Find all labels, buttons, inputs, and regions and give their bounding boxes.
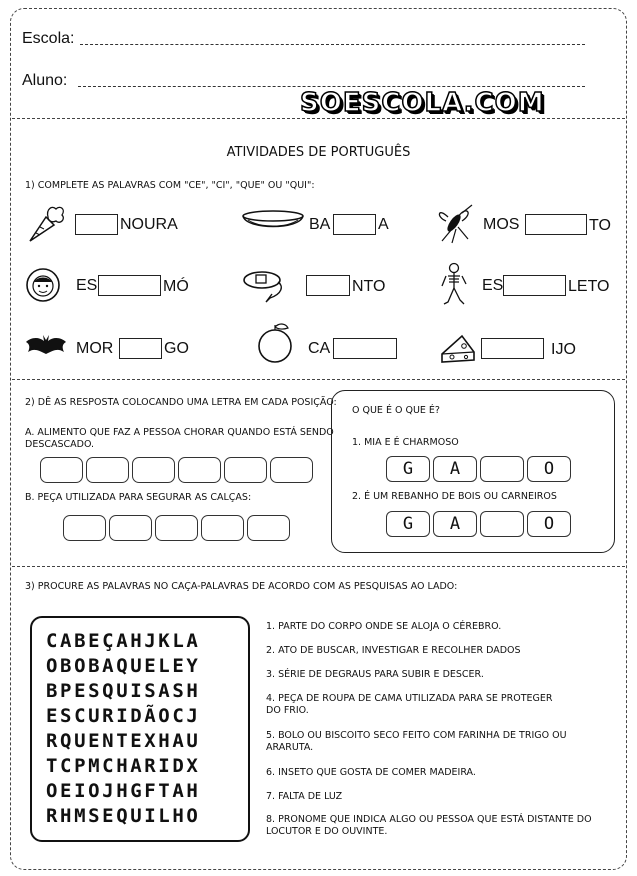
clue-3: 3. SÉRIE DE DEGRAUS PARA SUBIR E DESCER. [266, 669, 484, 680]
clue-7: 7. FALTA DE LUZ [266, 791, 343, 802]
riddle-1: 1. MIA E É CHARMOSO [352, 437, 459, 448]
letter-box-b1[interactable] [63, 515, 106, 541]
school-label: Escola: [22, 30, 75, 47]
question-b: B. PEÇA UTILIZADA PARA SEGURAR AS CALÇAS: [25, 492, 252, 503]
word-after: IJO [551, 341, 576, 358]
word-before: MOR [76, 340, 114, 357]
clue-2: 2. ATO DE BUSCAR, INVESTIGAR E RECOLHER DADOS [266, 645, 521, 656]
page-title: ATIVIDADES DE PORTUGUÊS [226, 145, 411, 160]
grid-row: TCPMCHARIDX [46, 755, 201, 777]
letter-box-b5[interactable] [247, 515, 290, 541]
grid-row: BPESQUISASH [46, 680, 201, 702]
section1-instruction: 1) COMPLETE AS PALAVRAS COM "CE", "CI", "QUE" OU "QUI": [25, 180, 315, 191]
clue-5: 5. BOLO OU BISCOITO SECO FEITO COM FARINHA DE TRIGO OU ARARUTA. [266, 730, 567, 753]
grid-row: RHMSEQUILHO [46, 805, 201, 827]
riddle1-letter-2[interactable]: A [433, 456, 477, 482]
blank-8[interactable] [333, 338, 397, 359]
header-divider [12, 118, 625, 119]
word-after: A [378, 216, 389, 233]
riddle1-letter-3[interactable] [480, 456, 524, 482]
word-before: ES [482, 277, 504, 294]
riddle2-letter-3[interactable] [480, 511, 524, 537]
letter-box-a5[interactable] [224, 457, 267, 483]
clue-6: 6. INSETO QUE GOSTA DE COMER MADEIRA. [266, 767, 476, 778]
bat-icon [24, 332, 68, 358]
site-logo: SOESCOLA.COM [300, 88, 545, 118]
word-after: NTO [352, 278, 386, 295]
letter-box-a3[interactable] [132, 457, 175, 483]
word-before: BA [309, 216, 331, 233]
section3-instruction: 3) PROCURE AS PALAVRAS NO CAÇA-PALAVRAS DE ACORDO COM AS PESQUISAS AO LADO: [25, 581, 458, 592]
word-after: TO [589, 217, 611, 234]
letter-box-a1[interactable] [40, 457, 83, 483]
letter-box-a2[interactable] [86, 457, 129, 483]
question-a-line1: A. ALIMENTO QUE FAZ A PESSOA CHORAR QUANDO ESTÁ SENDO [25, 427, 334, 438]
blank-5[interactable] [306, 275, 350, 296]
blank-9[interactable] [481, 338, 544, 359]
grid-row: OEIOJHGFTAH [46, 780, 201, 802]
cheese-icon [440, 332, 476, 364]
riddle-2: 2. É UM REBANHO DE BOIS OU CARNEIROS [352, 491, 557, 502]
grid-row: OBOBAQUELEY [46, 655, 201, 677]
word-before: MOS [483, 216, 520, 233]
blank-3[interactable] [525, 214, 587, 235]
section2-instruction: 2) DÊ AS RESPOSTA COLOCANDO UMA LETRA EM CADA POSIÇÃO: [25, 397, 337, 408]
blank-4[interactable] [98, 275, 161, 296]
grid-row: RQUENTEXHAU [46, 730, 201, 752]
clue-1: 1. PARTE DO CORPO ONDE SE ALOJA O CÉREBRO. [266, 621, 502, 632]
riddle1-letter-4[interactable]: O [527, 456, 571, 482]
word-after: GO [164, 340, 189, 357]
word-before: ES [76, 277, 98, 294]
clue-4: 4. PEÇA DE ROUPA DE CAMA UTILIZADA PARA SE PROTEGER DO FRIO. [266, 693, 553, 716]
blank-1[interactable] [75, 214, 118, 235]
blank-6[interactable] [503, 275, 566, 296]
grid-row: ESCURIDÃOCJ [46, 705, 201, 727]
clue-8: 8. PRONOME QUE INDICA ALGO OU PESSOA QUE ESTÁ DISTANTE DO LOCUTOR E DO OUVINTE. [266, 814, 592, 837]
school-field[interactable] [80, 44, 585, 45]
riddle2-letter-1[interactable]: G [386, 511, 430, 537]
letter-box-a6[interactable] [270, 457, 313, 483]
orange-icon [254, 320, 296, 364]
letter-box-b3[interactable] [155, 515, 198, 541]
skeleton-icon [440, 262, 468, 306]
blank-2[interactable] [333, 214, 376, 235]
section2-divider [12, 566, 625, 567]
student-label: Aluno: [22, 72, 68, 89]
riddle-title: O QUE É O QUE É? [352, 405, 440, 416]
student-field[interactable] [78, 86, 585, 87]
word-search-grid [30, 616, 250, 842]
riddle1-letter-1[interactable]: G [386, 456, 430, 482]
riddle2-letter-2[interactable]: A [433, 511, 477, 537]
blank-7[interactable] [119, 338, 162, 359]
word-after: MÓ [163, 278, 189, 295]
word-after: NOURA [120, 216, 178, 233]
belt-icon [240, 268, 296, 304]
mosquito-icon [434, 203, 476, 245]
eskimo-icon [22, 266, 66, 304]
question-a-line2: DESCASCADO. [25, 439, 95, 450]
letter-box-b2[interactable] [109, 515, 152, 541]
word-before: CA [308, 340, 331, 357]
section1-divider [12, 379, 625, 380]
basin-icon [240, 208, 306, 238]
letter-box-a4[interactable] [178, 457, 221, 483]
carrot-icon [22, 203, 68, 245]
letter-box-b4[interactable] [201, 515, 244, 541]
grid-row: CABEÇAHJKLA [46, 630, 201, 652]
riddle2-letter-4[interactable]: O [527, 511, 571, 537]
word-after: LETO [568, 278, 610, 295]
